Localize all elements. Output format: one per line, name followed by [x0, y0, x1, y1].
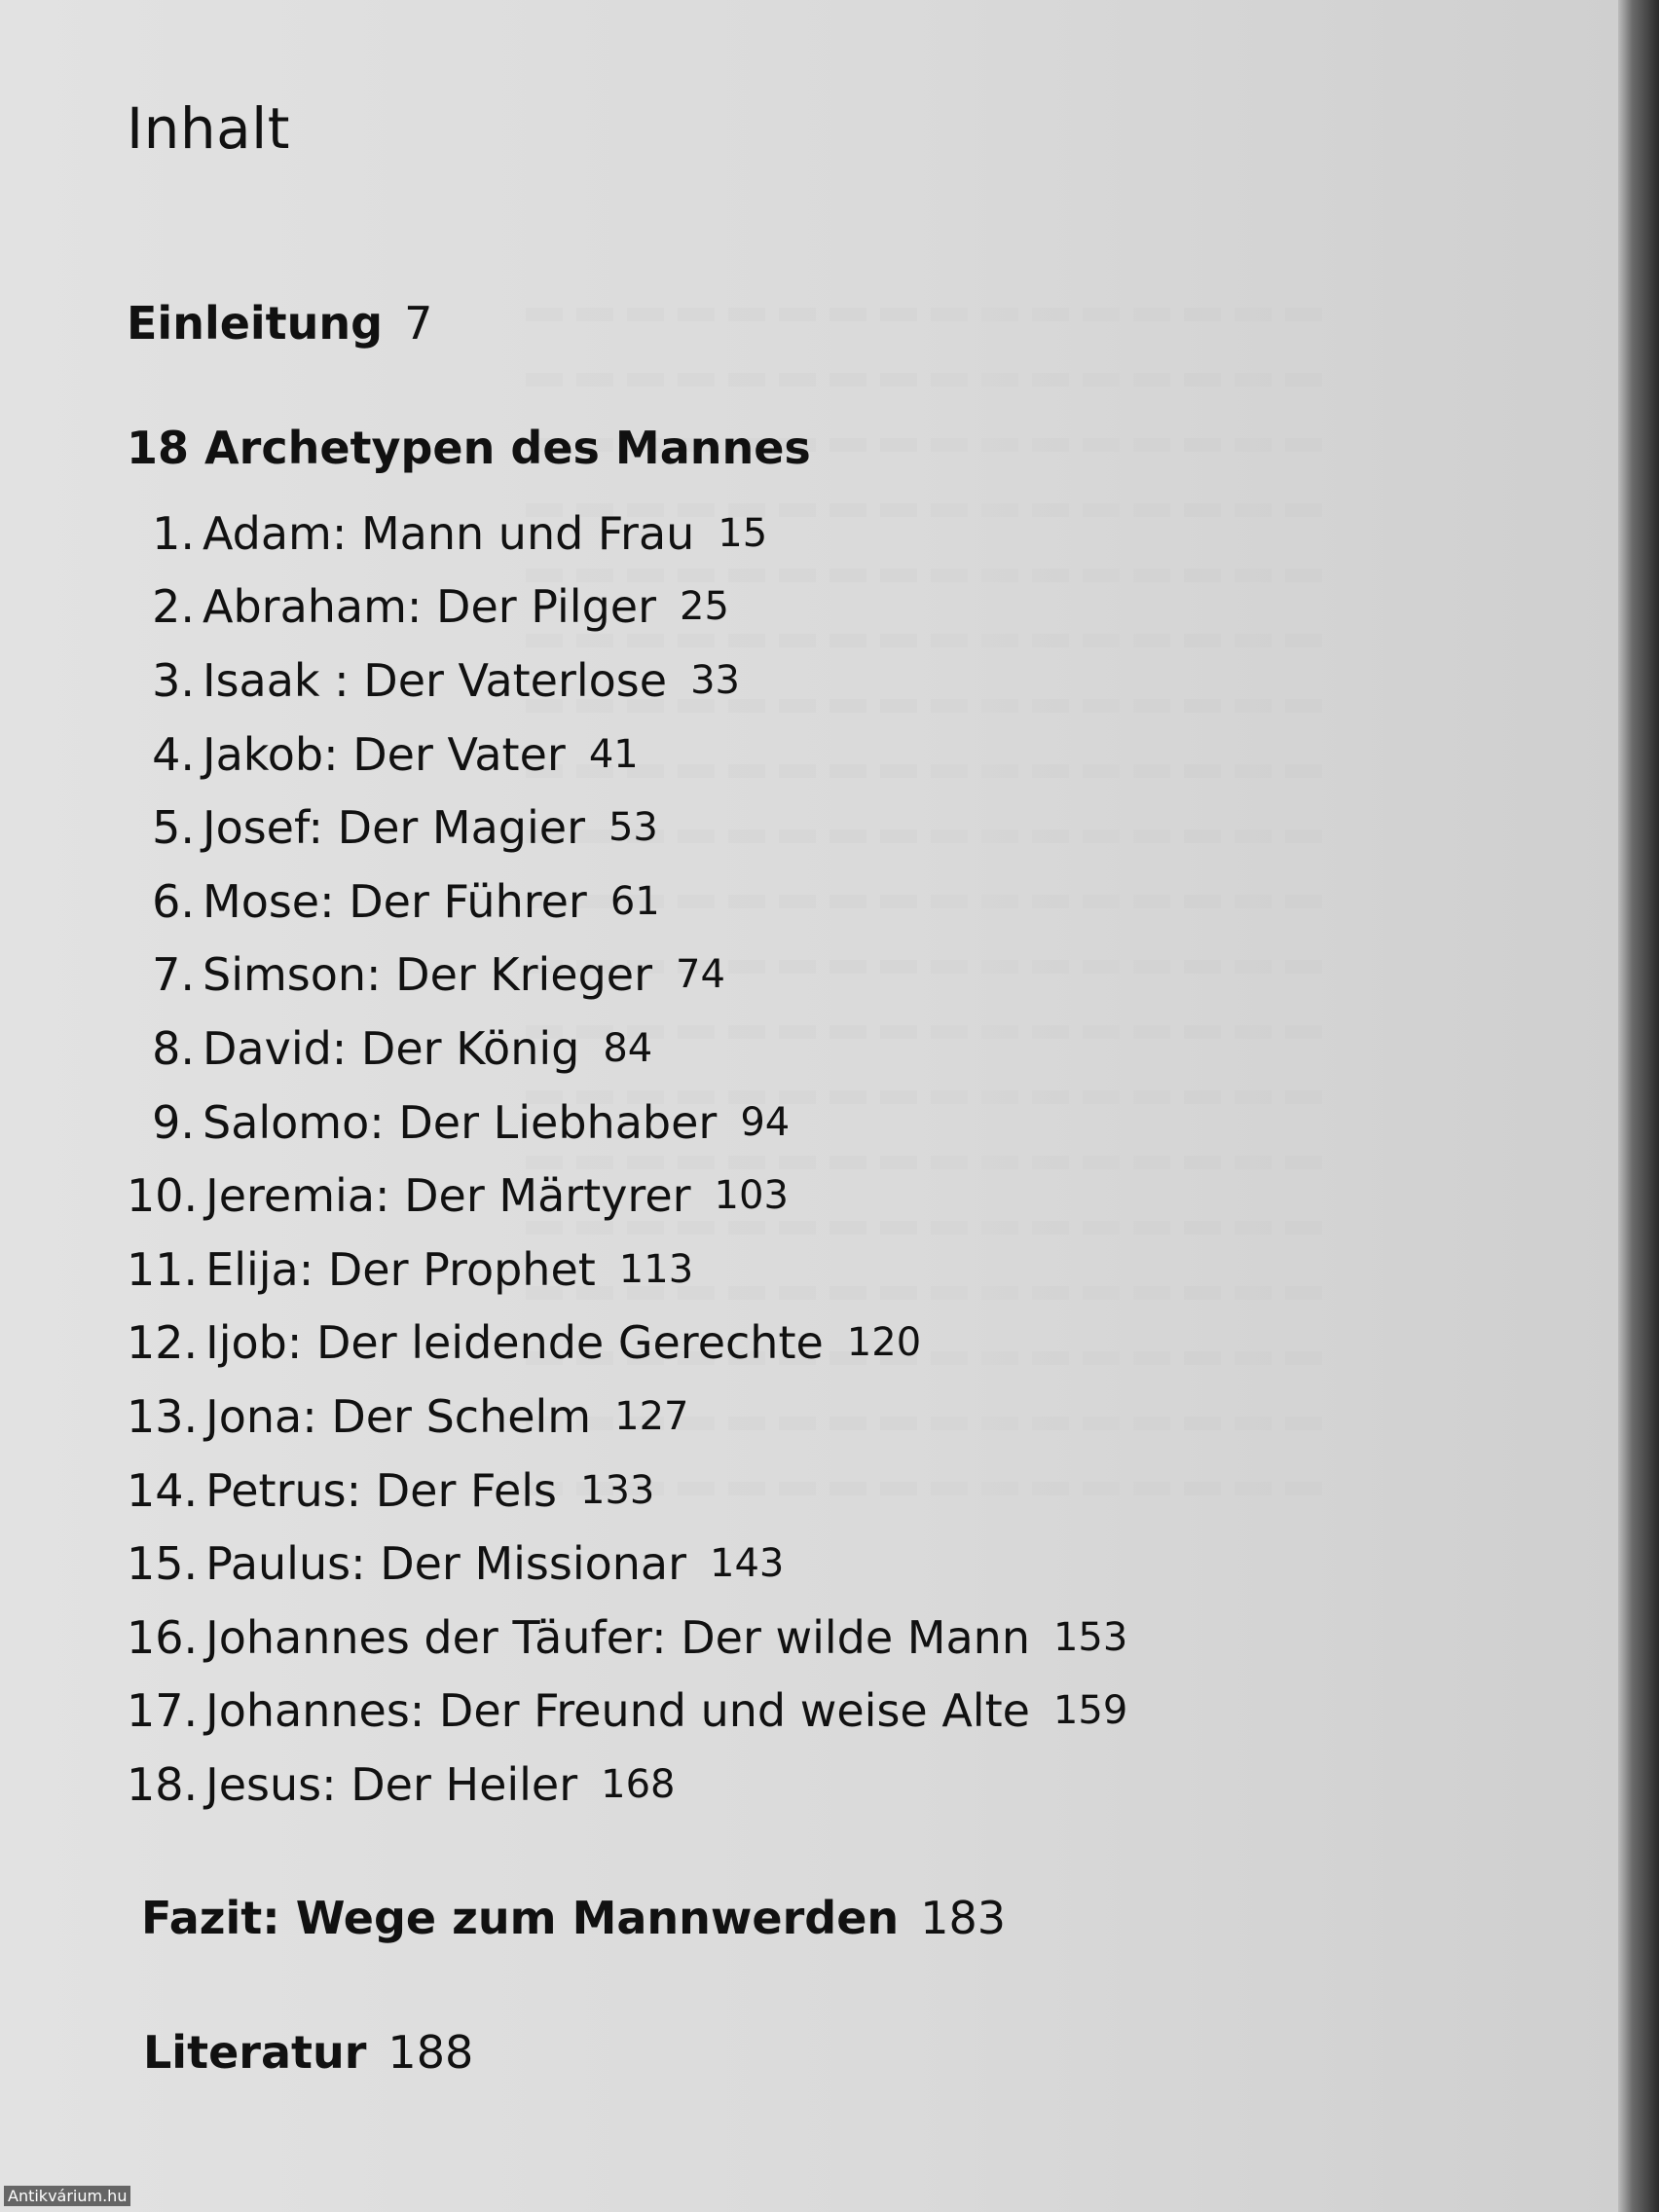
- toc-intro-page: 7: [404, 297, 433, 350]
- list-item: 13. Jona: Der Schelm 127: [127, 1389, 689, 1443]
- toc-conclusion: [141, 1892, 1006, 1944]
- page-title: Inhalt: [127, 95, 291, 162]
- page-edge-shadow: [1618, 0, 1659, 2212]
- list-item: 7. Simson: Der Krieger 74: [152, 948, 725, 1002]
- toc-literature-page: 188: [387, 2026, 474, 2079]
- list-item: 11. Elija: Der Prophet 113: [127, 1242, 694, 1296]
- list-item: 17. Johannes: Der Freund und weise Alte 159: [127, 1684, 1128, 1738]
- toc-intro: [127, 297, 432, 350]
- list-item: 9. Salomo: Der Liebhaber 94: [152, 1095, 791, 1149]
- list-item: 5. Josef: Der Magier 53: [152, 801, 658, 855]
- list-item: 6. Mose: Der Führer 61: [152, 874, 660, 928]
- toc-conclusion-label: Fazit: Wege zum Mannwerden: [141, 1892, 900, 1944]
- toc-archetype-list: [127, 497, 1295, 1822]
- toc-conclusion-page: 183: [920, 1892, 1006, 1944]
- list-item: 15. Paulus: Der Missionar 143: [127, 1537, 785, 1591]
- watermark: Antikvárium.hu: [4, 2186, 130, 2206]
- list-item: 1. Adam: Mann und Frau 15: [152, 506, 768, 560]
- list-item: 8. David: Der König 84: [152, 1021, 653, 1075]
- list-item: 18. Jesus: Der Heiler 168: [127, 1757, 676, 1811]
- toc-literature: [143, 2026, 473, 2079]
- toc-archetypes-heading: 18 Archetypen des Mannes: [127, 422, 811, 474]
- list-item: 12. Ijob: Der leidende Gerechte 120: [127, 1316, 922, 1370]
- list-item: 3. Isaak : Der Vaterlose 33: [152, 653, 740, 707]
- toc-literature-label: Literatur: [143, 2026, 367, 2079]
- list-item: 16. Johannes der Täufer: Der wilde Mann 153: [127, 1610, 1128, 1664]
- list-item: 14. Petrus: Der Fels 133: [127, 1463, 655, 1517]
- toc-intro-label: Einleitung: [127, 297, 384, 350]
- list-item: 2. Abraham: Der Pilger 25: [152, 580, 729, 634]
- list-item: 4. Jakob: Der Vater 41: [152, 727, 639, 781]
- list-item: 10. Jeremia: Der Märtyrer 103: [127, 1169, 789, 1223]
